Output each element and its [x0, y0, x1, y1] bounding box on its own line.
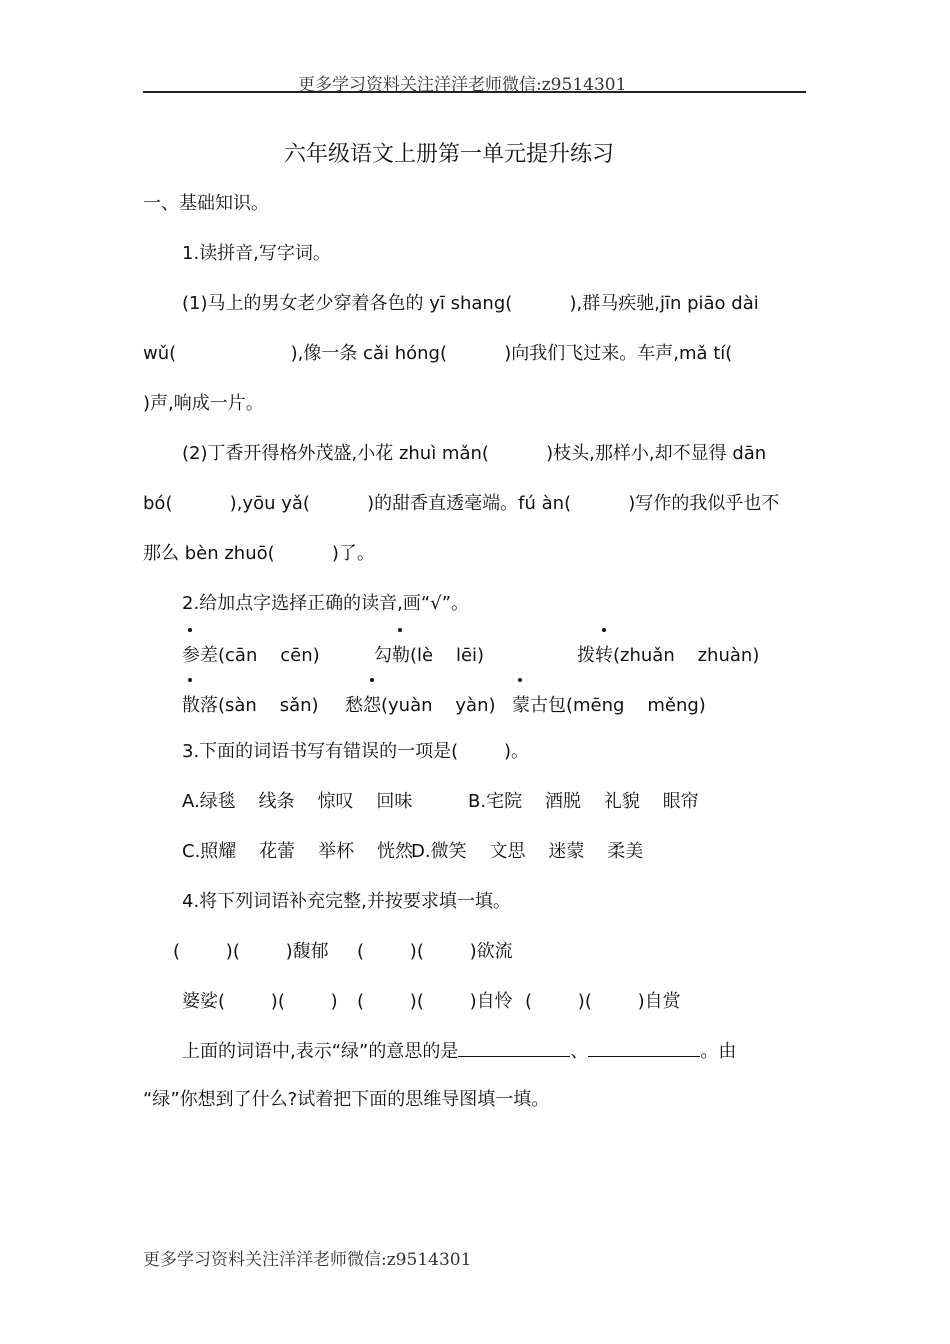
q4-followup-line2: “绿”你想到了什么?试着把下面的思维导图填一填。 — [143, 1089, 550, 1110]
idiom-blank: ( )( )自怜 — [357, 991, 513, 1012]
idiom-blank: ( )( )自赏 — [525, 991, 681, 1012]
idiom-blank: 婆娑( )( ) — [182, 991, 338, 1012]
pinyin-choice-item: 愁怨(yuàn yàn) — [345, 695, 496, 716]
q1-paragraph1-line1: (1)马上的男女老少穿着各色的 yī shang( ),群马疾驰,jīn piāo dài — [182, 293, 759, 314]
question-3-heading: 3.下面的词语书写有错误的一项是( )。 — [182, 741, 529, 762]
question-2-heading: 2.给加点字选择正确的读音,画“√”。 — [182, 593, 470, 614]
q1-paragraph2-line2: bó( ),yōu yǎ( )的甜香直透毫端。fú àn( )写作的我似乎也不 — [143, 493, 780, 514]
q4-followup-line1 — [182, 1037, 736, 1063]
answer-blank[interactable] — [588, 1038, 700, 1057]
emphasis-dot — [188, 628, 192, 632]
pinyin-choice-item: 蒙古包(mēng měng) — [512, 695, 706, 716]
answer-blank[interactable] — [458, 1038, 570, 1057]
header-rule — [143, 91, 806, 93]
pinyin-choice-item: 散落(sàn sǎn) — [182, 695, 319, 716]
option-b: B.宅院 酒脱 礼貌 眼帘 — [468, 791, 699, 812]
page-title: 六年级语文上册第一单元提升练习 — [284, 142, 615, 167]
q4-separator: 、 — [570, 1041, 589, 1062]
page-header: 更多学习资料关注洋洋老师微信:z9514301 — [298, 75, 627, 95]
q1-paragraph2-line3: 那么 bèn zhuō( )了。 — [143, 543, 375, 564]
section-heading: 一、基础知识。 — [143, 193, 269, 214]
emphasis-dot — [518, 678, 522, 682]
idiom-blank: ( )( )欲流 — [357, 941, 513, 962]
emphasis-dot — [602, 628, 606, 632]
pinyin-choice-item: 勾勒(lè lēi) — [374, 645, 485, 666]
option-a: A.绿毯 线条 惊叹 回味 — [182, 791, 413, 812]
q4-followup-prompt: 上面的词语中,表示“绿”的意思的是 — [182, 1041, 459, 1062]
page-footer: 更多学习资料关注洋洋老师微信:z9514301 — [143, 1250, 472, 1270]
emphasis-dot — [398, 628, 402, 632]
emphasis-dot — [370, 678, 374, 682]
q4-followup-suffix: 。由 — [700, 1041, 737, 1062]
question-1-heading: 1.读拼音,写字词。 — [182, 243, 331, 264]
q1-paragraph1-line2: wǔ( ),像一条 cǎi hóng( )向我们飞过来。车声,mǎ tí( — [143, 343, 733, 364]
pinyin-choice-item: 参差(cān cēn) — [182, 645, 320, 666]
idiom-blank: ( )( )馥郁 — [173, 941, 329, 962]
option-c: C.照耀 花蕾 举杯 恍然 — [182, 841, 413, 862]
question-4-heading: 4.将下列词语补充完整,并按要求填一填。 — [182, 891, 511, 912]
option-d: D.微笑 文思 迷蒙 柔美 — [411, 841, 644, 862]
q1-paragraph2-line1: (2)丁香开得格外茂盛,小花 zhuì mǎn( )枝头,那样小,却不显得 dān — [182, 443, 767, 464]
emphasis-dot — [188, 678, 192, 682]
pinyin-choice-item: 拨转(zhuǎn zhuàn) — [577, 645, 760, 666]
q1-paragraph1-line3: )声,响成一片。 — [143, 393, 264, 414]
